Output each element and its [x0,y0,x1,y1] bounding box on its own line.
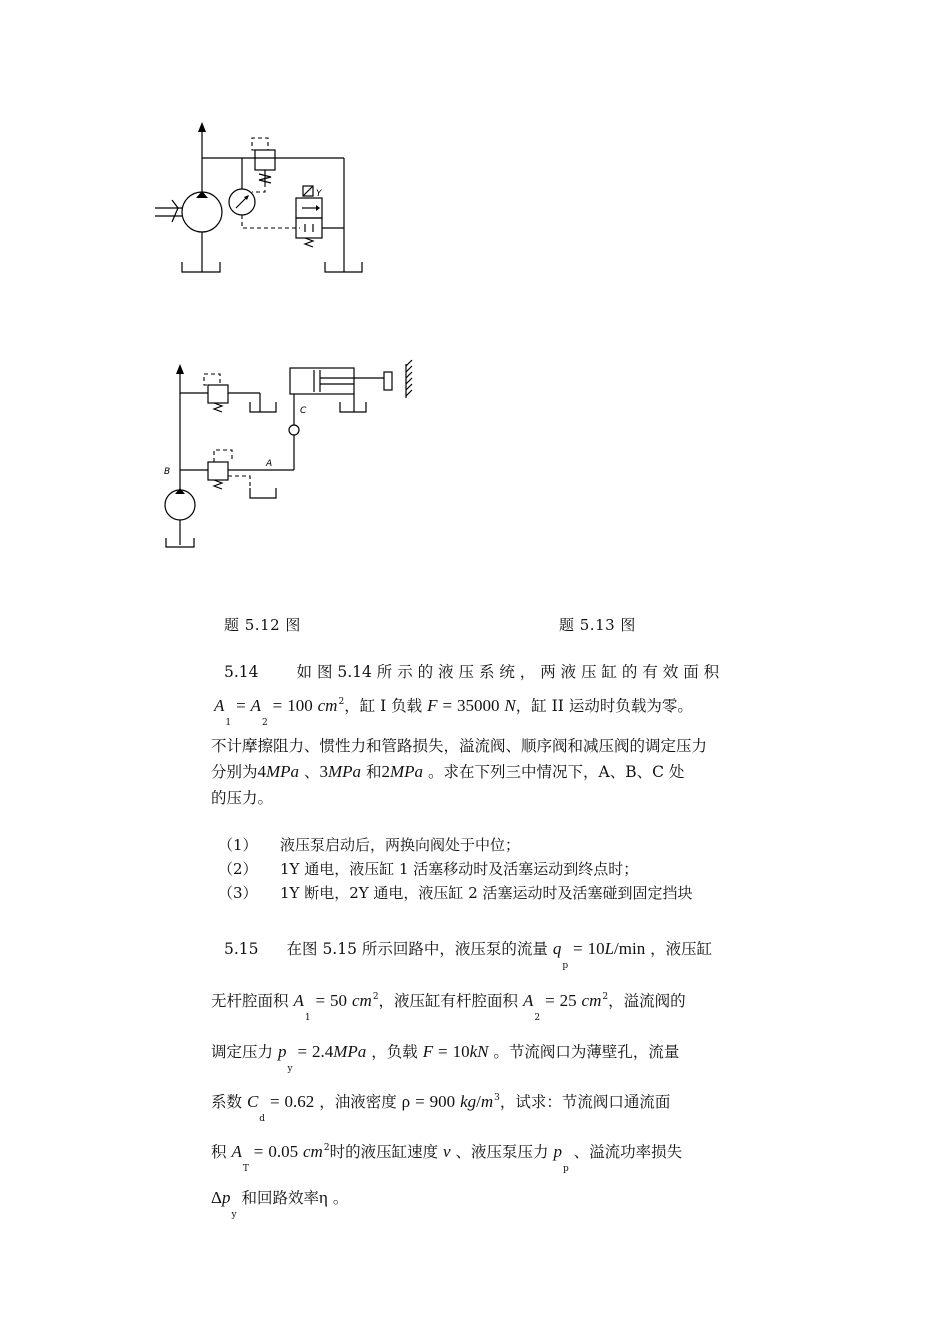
svg-text:B: B [164,467,171,477]
problem-5-14-line3: 不计摩擦阻力、惯性力和管路损失，溢流阀、顺序阀和减压阀的调定压力 [211,737,708,755]
label-y: Y [316,189,322,199]
caption-fig-5-13: 题 5.13 图 [559,616,636,634]
problem-5-14-line1: 5.14 如 图 5.14 所 示 的 液 压 系 统 ， 两 液 压 缸 的 有 效 面 积 [224,663,720,681]
svg-text:C: C [300,406,307,416]
caption-fig-5-12: 题 5.12 图 [224,616,301,634]
problem-5-15-line3: 调定压力 $p_y = 2.4MPa$ ，负载 F = 10kN 。节流阀口为薄壁孔，流量 [211,1042,680,1074]
problem-5-15-line6: $\Delta p_y$ 和回路效率η 。 [211,1188,349,1220]
case-2: （2） 1Y 通电，液压缸 1 活塞移动时及活塞运动到终点时； [218,860,639,878]
problem-5-15-line1: 5.15 在图 5.15 所示回路中，液压泵的流量 $q_p = 10L/\min$ ，液压缸 [224,939,713,971]
svg-text:A: A [266,459,273,469]
problem-5-15-line5: 积 $A_T = 0.05$ $cm^2$时的液压缸速度 v 、液压泵压力 $p_p$ 、溢流功率损失 [211,1142,683,1174]
cylinder [290,368,354,394]
figure-5-13-diagram [0,0,950,600]
case-1: （1） 液压泵启动后，两换向阀处于中位； [218,836,521,854]
case-3: （3） 1Y 断电，2Y 通电，液压缸 2 活塞运动时及活塞碰到固定挡块 [218,884,693,902]
problem-5-15-line4: 系数 $C_d = 0.62$ ，油液密度 ρ = 900 $kg/m^3$，试求：节流阀口通流面 [211,1092,671,1124]
problem-5-14-line4: 分别为4MPa 、3MPa 和2MPa 。求在下列三中情况下，A、B、C 处 [211,762,685,781]
problem-5-15-line2: 无杆腔面积 $A_1 = 50$ $cm^2$，液压缸有杆腔面积 $A_2 = 25$ $cm^2$，溢流阀的 [211,991,686,1023]
problem-5-14-line2: $A_1 = A_2 = 100$ $cm^2$，缸 I 负载 F = 35000 N，缸 II 运动时负载为零。 [214,696,693,728]
problem-5-14-line5: 的压力。 [211,789,274,807]
pump-circle-2 [165,490,195,520]
